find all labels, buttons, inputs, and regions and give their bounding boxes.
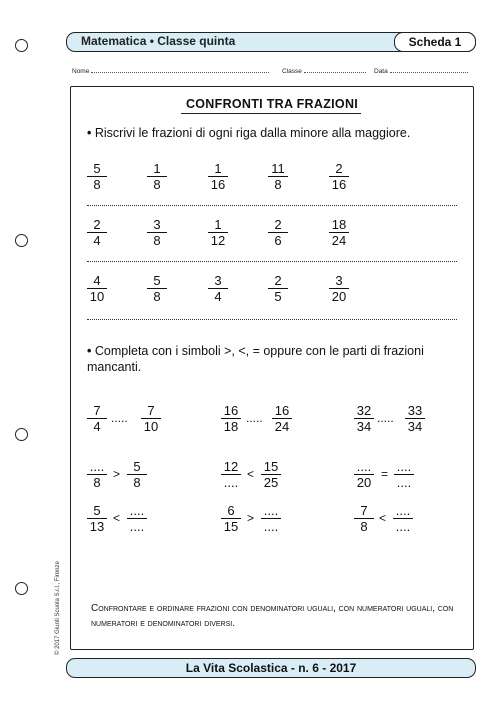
fraction: $\frac{7}{8}$ [354,503,374,534]
fraction: $\frac{33}{34}$ [405,403,425,434]
worksheet-title: CONFRONTI TRA FRAZIONI [185,97,359,111]
class-blank [304,66,366,73]
fraction: $\frac{7}{10}$ [141,403,161,434]
date-label: Data [374,68,388,75]
operator: < [247,467,255,481]
copyright-notice: © 2017 Giunti Scuola S.r.l., Firenze [55,561,61,655]
exercise2-bullet: • [87,344,92,358]
fraction: $\frac{11}{8}$ [268,161,288,192]
fraction: $\frac{1}{12}$ [208,217,228,248]
fraction: .... .... [261,503,281,534]
operator: > [247,511,255,525]
header-bar [66,32,476,52]
exercise1-bullet: • [87,126,92,140]
operator: < [113,511,121,525]
answer-line-3[interactable] [87,319,457,320]
fraction: $\frac{6}{15}$ [221,503,241,534]
worksheet-frame [70,86,474,650]
fraction: $\frac{2}{4}$ [87,217,107,248]
operator: < [379,511,387,525]
fraction: $\frac{16}{18}$ [221,403,241,434]
answer-line-2[interactable] [87,261,457,262]
date-field [374,66,468,75]
fraction: .... 20 [354,459,374,490]
fraction: $\frac{16}{24}$ [272,403,292,434]
exercise1-instruction [87,125,410,141]
exercise2-text: Completa con i simboli >, <, = oppure con le parti di frazioni mancanti. [87,344,424,374]
fraction: .... .... [393,503,413,534]
subject-label: Matematica • Classe quinta [81,34,236,48]
fraction: .... 8 [87,459,107,490]
fraction: $\frac{3}{8}$ [147,217,167,248]
operator: = [381,467,389,481]
fraction: $\frac{1}{8}$ [147,161,167,192]
fraction: $\frac{3}{20}$ [329,273,349,304]
date-blank [390,66,468,73]
blank-operator[interactable]: ..... [246,411,263,425]
fraction: 12 .... [221,459,241,490]
fraction: $\frac{7}{4}$ [87,403,107,434]
fraction: $\frac{1}{16}$ [208,161,228,192]
fraction: $\frac{2}{6}$ [268,217,288,248]
blank-operator[interactable]: ..... [111,411,128,425]
fraction: $\frac{5}{8}$ [87,161,107,192]
fraction: $\frac{3}{4}$ [208,273,228,304]
name-field [72,66,269,75]
binder-hole-3 [15,428,28,441]
title-underline [181,113,361,114]
fraction: $\frac{32}{34}$ [354,403,374,434]
name-label: Nome [72,68,90,75]
fraction: $\frac{5}{8}$ [127,459,147,490]
fraction: $\frac{2}{5}$ [268,273,288,304]
blank-operator[interactable]: ..... [377,411,394,425]
class-field [282,66,366,75]
fraction: $\frac{18}{24}$ [329,217,349,248]
name-blank [91,66,269,73]
fraction: $\frac{5}{13}$ [87,503,107,534]
class-label: Classe [282,68,302,75]
fraction: .... .... [394,459,414,490]
fraction: $\frac{15}{25}$ [261,459,281,490]
fraction: .... .... [127,503,147,534]
footer-bar: La Vita Scolastica - n. 6 - 2017 [66,658,476,678]
fraction: $\frac{2}{16}$ [329,161,349,192]
binder-hole-4 [15,582,28,595]
exercise1-text: Riscrivi le frazioni di ogni riga dalla minore alla maggiore. [94,126,411,140]
fraction: $\frac{4}{10}$ [87,273,107,304]
sheet-label: Scheda 1 [394,32,476,52]
answer-line-1[interactable] [87,205,457,206]
fraction: $\frac{5}{8}$ [147,273,167,304]
operator: > [113,467,121,481]
binder-hole-1 [15,39,28,52]
binder-hole-2 [15,234,28,247]
exercise2-instruction [87,343,457,375]
learning-objective: Confrontare e ordinare frazioni con denominatori uguali, con numeratori uguali, con numeratori e denominatori diversi. [91,603,454,629]
